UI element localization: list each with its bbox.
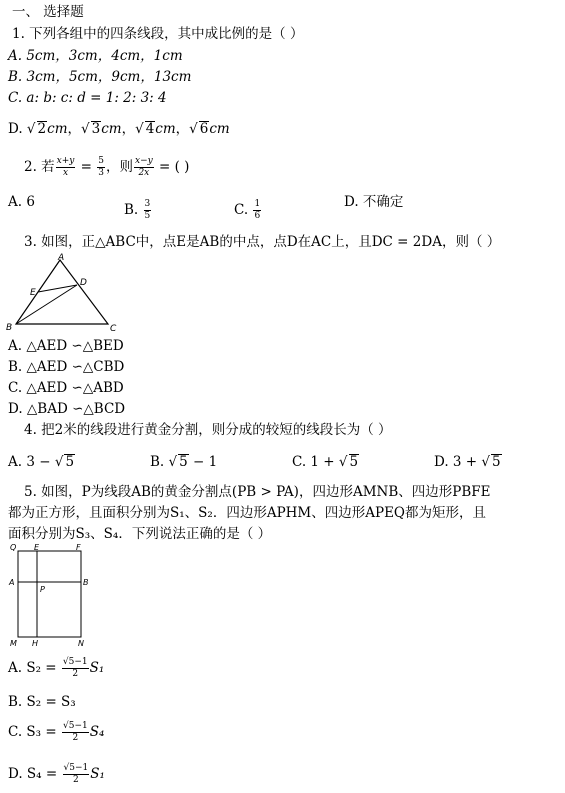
q1-option-d: D. √ 2cm，√ 3cm，√ 4cm，√ 6cm [8, 121, 230, 137]
q5-line-1: 5. 如图，P为线段AB的黄金分割点(PB > PA)，四边形AMNB、四边形PBFE [24, 484, 491, 500]
label-e: E [34, 543, 40, 552]
q4-option-a-prefix: A. 3 − [8, 454, 51, 470]
label-h: H [32, 639, 39, 648]
q2-frac-2: $\frac{5}{3}$ [98, 156, 105, 178]
q4-option-a-rad: 5 [65, 454, 75, 470]
q5-option-a-suffix: S₁ [89, 660, 105, 676]
q2-option-b-prefix: B. [124, 202, 139, 218]
q4-option-b-suffix: − 1 [193, 454, 218, 470]
label-b: B [6, 323, 13, 333]
q2-mid: ，则 [106, 159, 134, 175]
q2-eq: = [80, 159, 92, 175]
label-b: B [83, 578, 89, 587]
q2-option-c-prefix: C. [234, 202, 249, 218]
label-d: D [80, 278, 87, 288]
outer-rectangle [18, 551, 81, 637]
q5-option-d-suffix: S₁ [90, 766, 105, 782]
q5-option-a-prefix: A. S₂ = [8, 660, 57, 676]
q4-option-b-rad: 5 [179, 454, 188, 470]
q4-option-b: B. √ 5 − 1 [150, 454, 218, 470]
q1-d-rad-1: 2 [37, 121, 47, 137]
q5-line-3: 面积分别为S₃、S₄．下列说法正确的是（ ） [8, 526, 272, 542]
q1-option-d-prefix: D. [8, 121, 23, 137]
q2-stem-prefix: 2. 若 [24, 159, 55, 175]
q5-option-c-frac: $\frac{√5-1}{2}$ [63, 721, 88, 743]
q4-option-c: C. 1 + √ 5 [292, 454, 359, 470]
q2-option-b-frac: $\frac{3}{5}$ [144, 199, 151, 221]
q2-option-a: A. 6 [8, 194, 35, 210]
q4-option-b-prefix: B. [150, 454, 165, 470]
label-a: A [58, 253, 65, 263]
q2-option-b [124, 200, 152, 221]
q1-d-unit-2: cm [101, 121, 122, 137]
q1-option-a: A. 5cm，3cm，4cm，1cm [8, 48, 183, 64]
q4-option-c-rad: 5 [349, 454, 359, 470]
label-n: N [78, 639, 84, 648]
label-c: C [110, 324, 117, 334]
q5-option-a [8, 658, 104, 679]
q2-frac-1: $\frac{x+y}{x}$ [56, 156, 75, 178]
q1-d-unit-3: cm [155, 121, 176, 137]
q1-d-rad-3: 4 [145, 121, 155, 137]
q2-option-c-frac: $\frac{1}{6}$ [254, 199, 261, 221]
q5-square-figure [4, 541, 104, 649]
q3-triangle-figure [4, 252, 124, 334]
q3-stem: 3. 如图，正△ABC中，点E是AB的中点，点D在AC上，且DC = 2DA，则（ ） [24, 234, 501, 250]
label-q: Q [10, 543, 17, 552]
q2-stem [24, 157, 189, 178]
q2-frac-3: $\frac{x-y}{2x}$ [135, 156, 153, 178]
label-f: F [76, 543, 81, 552]
q4-option-a: A. 3 − √ 5 [8, 454, 75, 470]
q5-option-d [8, 764, 105, 785]
q5-option-d-prefix: D. S₄ = [8, 766, 58, 782]
q5-option-a-frac: $\frac{√5-1}{2}$ [62, 657, 88, 679]
q1-option-c: C. a: b: c: d = 1: 2: 3: 4 [8, 90, 167, 106]
q1-stem: 1. 下列各组中的四条线段，其中成比例的是（ ） [12, 26, 304, 42]
label-m: M [10, 639, 17, 648]
q5-line-2: 都为正方形，且面积分别为S₁、S₂．四边形APHM、四边形APEQ都为矩形，且 [8, 505, 487, 521]
q3-option-d: D. △BAD ∽△BCD [8, 401, 126, 417]
q4-option-d-rad: 5 [492, 454, 501, 470]
label-p: P [40, 585, 45, 594]
q4-option-c-prefix: C. 1 + [292, 454, 335, 470]
label-e: E [30, 288, 36, 298]
q4-option-d-prefix: D. 3 + [434, 454, 478, 470]
label-a: A [9, 578, 15, 587]
q4-option-d: D. 3 + √ 5 [434, 454, 501, 470]
q1-d-unit-1: cm [47, 121, 68, 137]
q2-stem-suffix: = ( ) [159, 159, 190, 175]
q5-option-c-suffix: S₄ [89, 724, 105, 740]
q1-d-rad-4: 6 [199, 121, 209, 137]
section-title: 一、 选择题 [12, 4, 84, 20]
q1-d-rad-2: 3 [91, 121, 101, 137]
q2-option-d: D. 不确定 [344, 194, 404, 210]
q3-option-b: B. △AED ∽△CBD [8, 359, 125, 375]
q3-option-c: C. △AED ∽△ABD [8, 380, 124, 396]
q5-option-c-prefix: C. S₃ = [8, 724, 57, 740]
q5-option-c [8, 722, 104, 743]
q1-d-unit-4: cm [209, 121, 230, 137]
q4-stem: 4. 把2米的线段进行黄金分割，则分成的较短的线段长为（ ） [24, 422, 392, 438]
q1-option-b: B. 3cm，5cm，9cm，13cm [8, 69, 192, 85]
q2-option-c [234, 200, 262, 221]
q5-option-d-frac: $\frac{√5-1}{2}$ [63, 763, 89, 785]
q5-option-b: B. S₂ = S₃ [8, 694, 76, 710]
q3-option-a: A. △AED ∽△BED [8, 338, 124, 354]
